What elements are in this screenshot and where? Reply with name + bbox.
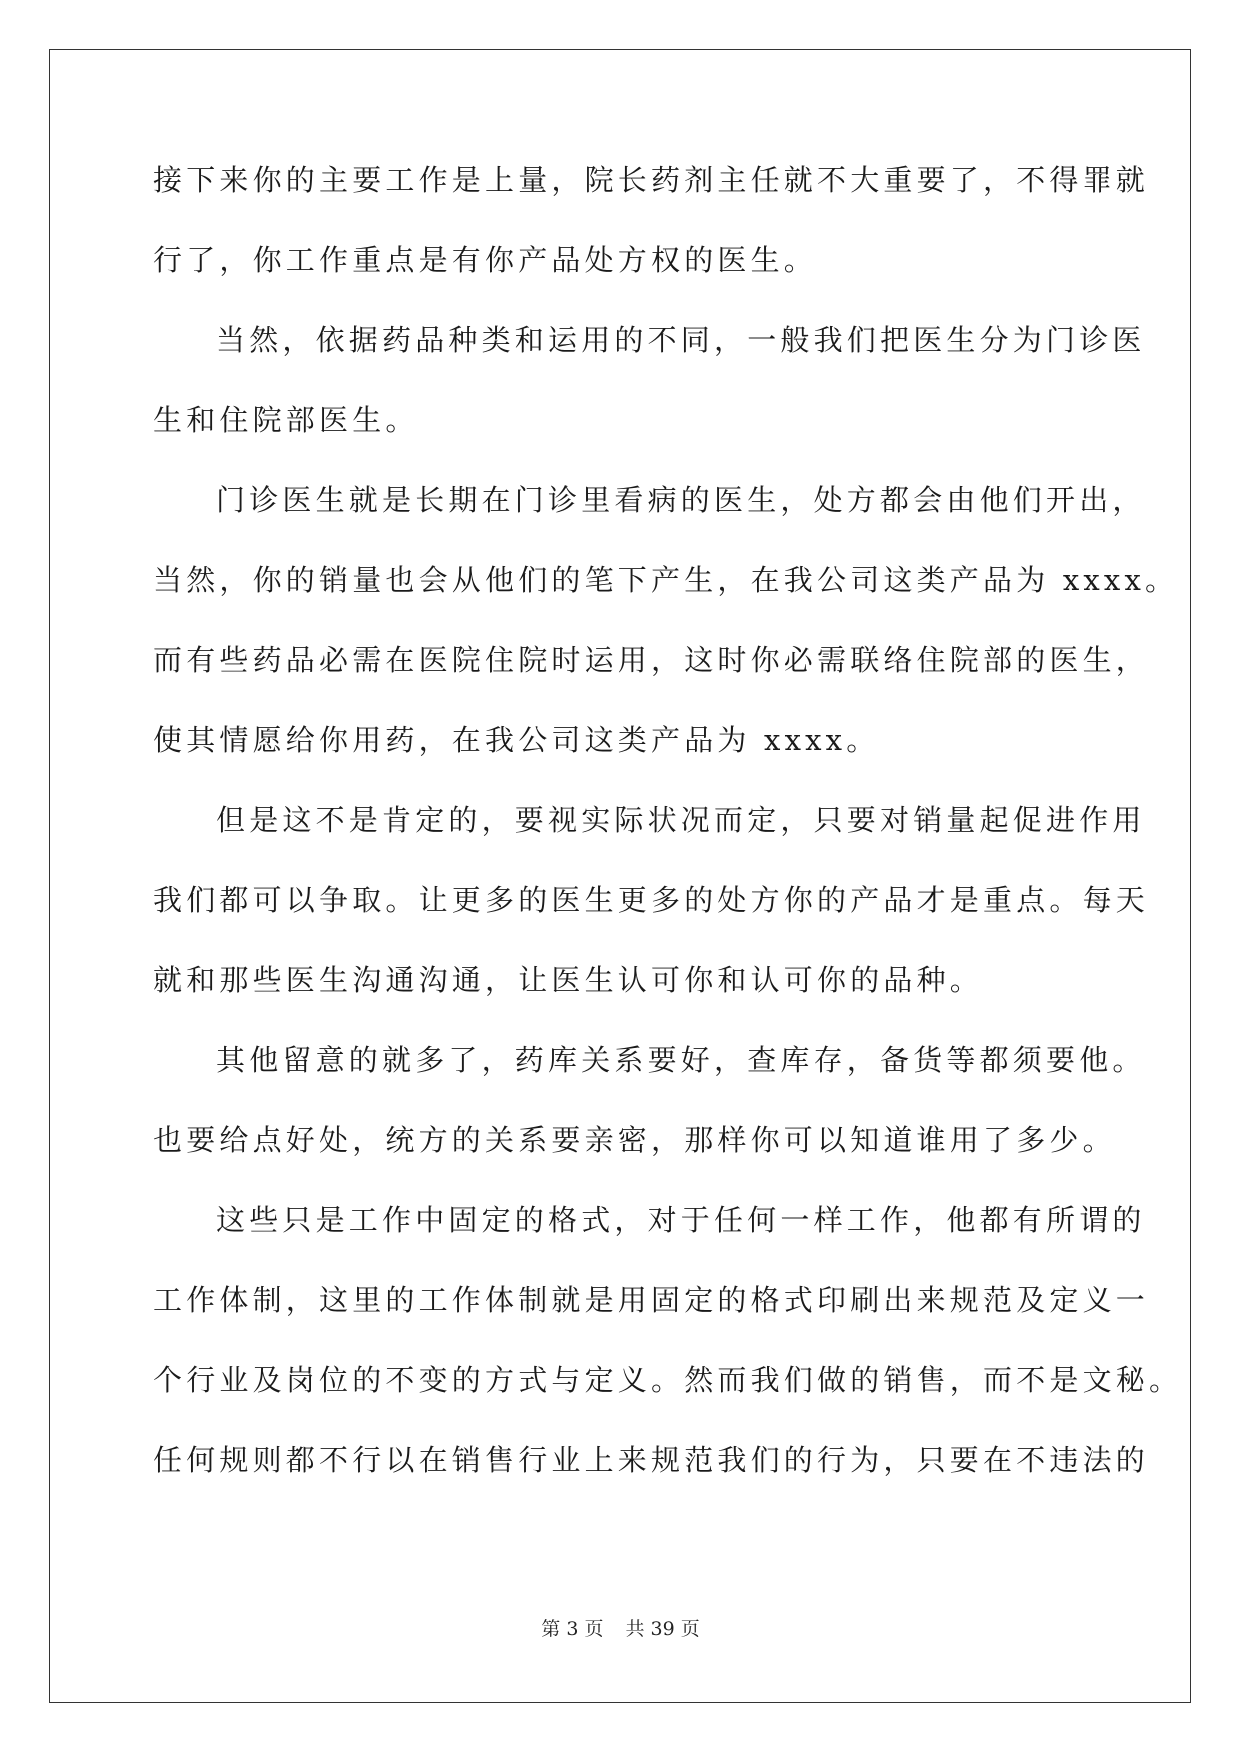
text-line: 也要给点好处，统方的关系要亲密，那样你可以知道谁用了多少。 (153, 1123, 1116, 1157)
paragraph-start-line: 但是这不是肯定的，要视实际状况而定，只要对销量起促进作用 (216, 803, 1146, 837)
text-line: 生和住院部医生。 (153, 403, 419, 437)
text-line: 使其情愿给你用药，在我公司这类产品为 xxxx。 (153, 723, 880, 757)
text-line: 我们都可以争取。让更多的医生更多的处方你的产品才是重点。每天 (153, 883, 1150, 917)
text-line: 就和那些医生沟通沟通，让医生认可你和认可你的品种。 (153, 963, 984, 997)
text-line: 而有些药品必需在医院住院时运用，这时你必需联络住院部的医生， (153, 643, 1150, 677)
paragraph-start-line: 当然，依据药品种类和运用的不同，一般我们把医生分为门诊医 (216, 323, 1146, 357)
text-line: 接下来你的主要工作是上量，院长药剂主任就不大重要了，不得罪就 (153, 163, 1150, 197)
page-number-current: 第 3 页 (541, 1618, 604, 1640)
page-number-total: 共 39 页 (625, 1618, 700, 1640)
text-line: 工作体制，这里的工作体制就是用固定的格式印刷出来规范及定义一 (153, 1283, 1150, 1317)
text-line: 个行业及岗位的不变的方式与定义。然而我们做的销售，而不是文秘。 (153, 1363, 1183, 1397)
text-line: 行了，你工作重点是有你产品处方权的医生。 (153, 243, 818, 277)
paragraph-start-line: 这些只是工作中固定的格式，对于任何一样工作，他都有所谓的 (216, 1203, 1146, 1237)
paragraph-start-line: 其他留意的就多了，药库关系要好，查库存，备货等都须要他。 (216, 1043, 1146, 1077)
page-footer (0, 1614, 1241, 1641)
paragraph-start-line: 门诊医生就是长期在门诊里看病的医生，处方都会由他们开出， (216, 483, 1146, 517)
document-body (153, 160, 1183, 1520)
text-line: 任何规则都不行以在销售行业上来规范我们的行为，只要在不违法的 (153, 1443, 1150, 1477)
text-line: 当然，你的销量也会从他们的笔下产生，在我公司这类产品为 xxxx。 (153, 563, 1179, 597)
